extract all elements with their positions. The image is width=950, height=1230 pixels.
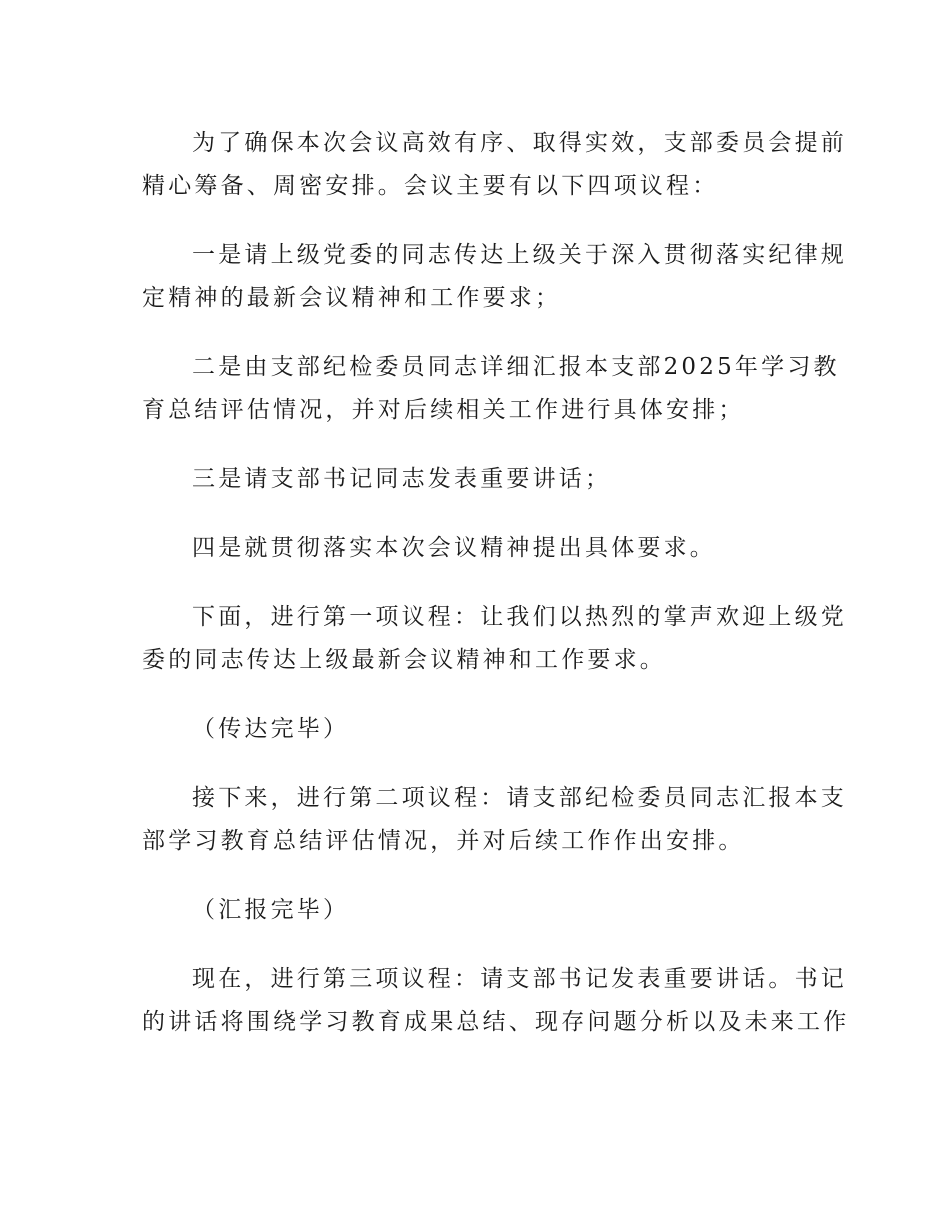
paragraph-line: 育总结评估情况，并对后续相关工作进行具体安排；	[142, 397, 745, 423]
paragraph-line: 一是请上级党委的同志传达上级关于深入贯彻落实纪律规	[192, 242, 847, 268]
paragraph-agenda-four	[142, 527, 812, 570]
paragraph-line: 下面，进行第一项议程：让我们以热烈的掌声欢迎上级党	[192, 604, 847, 630]
paragraph-line: 委的同志传达上级最新会议精神和工作要求。	[142, 647, 666, 673]
paragraph-line: 三是请支部书记同志发表重要讲话；	[192, 466, 612, 492]
paragraph-line: 定精神的最新会议精神和工作要求；	[142, 285, 562, 311]
paragraph-agenda-two	[142, 346, 840, 432]
paragraph-note-reported	[142, 889, 812, 932]
paragraph-line: 部学习教育总结评估情况，并对后续工作作出安排。	[142, 828, 745, 854]
paragraph-line: 现在，进行第三项议程：请支部书记发表重要讲话。书记	[192, 966, 847, 992]
paragraph-agenda-one	[142, 234, 847, 320]
paragraph-line: 接下来，进行第二项议程：请支部纪检委员同志汇报本支	[192, 785, 847, 811]
paragraph-note-conveyed	[142, 708, 812, 751]
document-body	[142, 122, 850, 1070]
paragraph-line: 为了确保本次会议高效有序、取得实效，支部委员会提前	[192, 130, 847, 156]
paragraph-line: 的讲话将围绕学习教育成果总结、现存问题分析以及未来工作	[142, 1009, 850, 1035]
paragraph-line: 四是就贯彻落实本次会议精神提出具体要求。	[192, 535, 716, 561]
paragraph-line: （汇报完毕）	[192, 897, 350, 923]
paragraph-line: 精心筹备、周密安排。会议主要有以下四项议程：	[142, 173, 719, 199]
paragraph-first-item	[142, 596, 847, 682]
paragraph-third-item	[142, 958, 850, 1044]
paragraph-agenda-three	[142, 458, 812, 501]
paragraph-intro	[142, 122, 847, 208]
paragraph-second-item	[142, 777, 847, 863]
paragraph-line: 二是由支部纪检委员同志详细汇报本支部2025年学习教	[192, 354, 840, 380]
paragraph-line: （传达完毕）	[192, 716, 350, 742]
